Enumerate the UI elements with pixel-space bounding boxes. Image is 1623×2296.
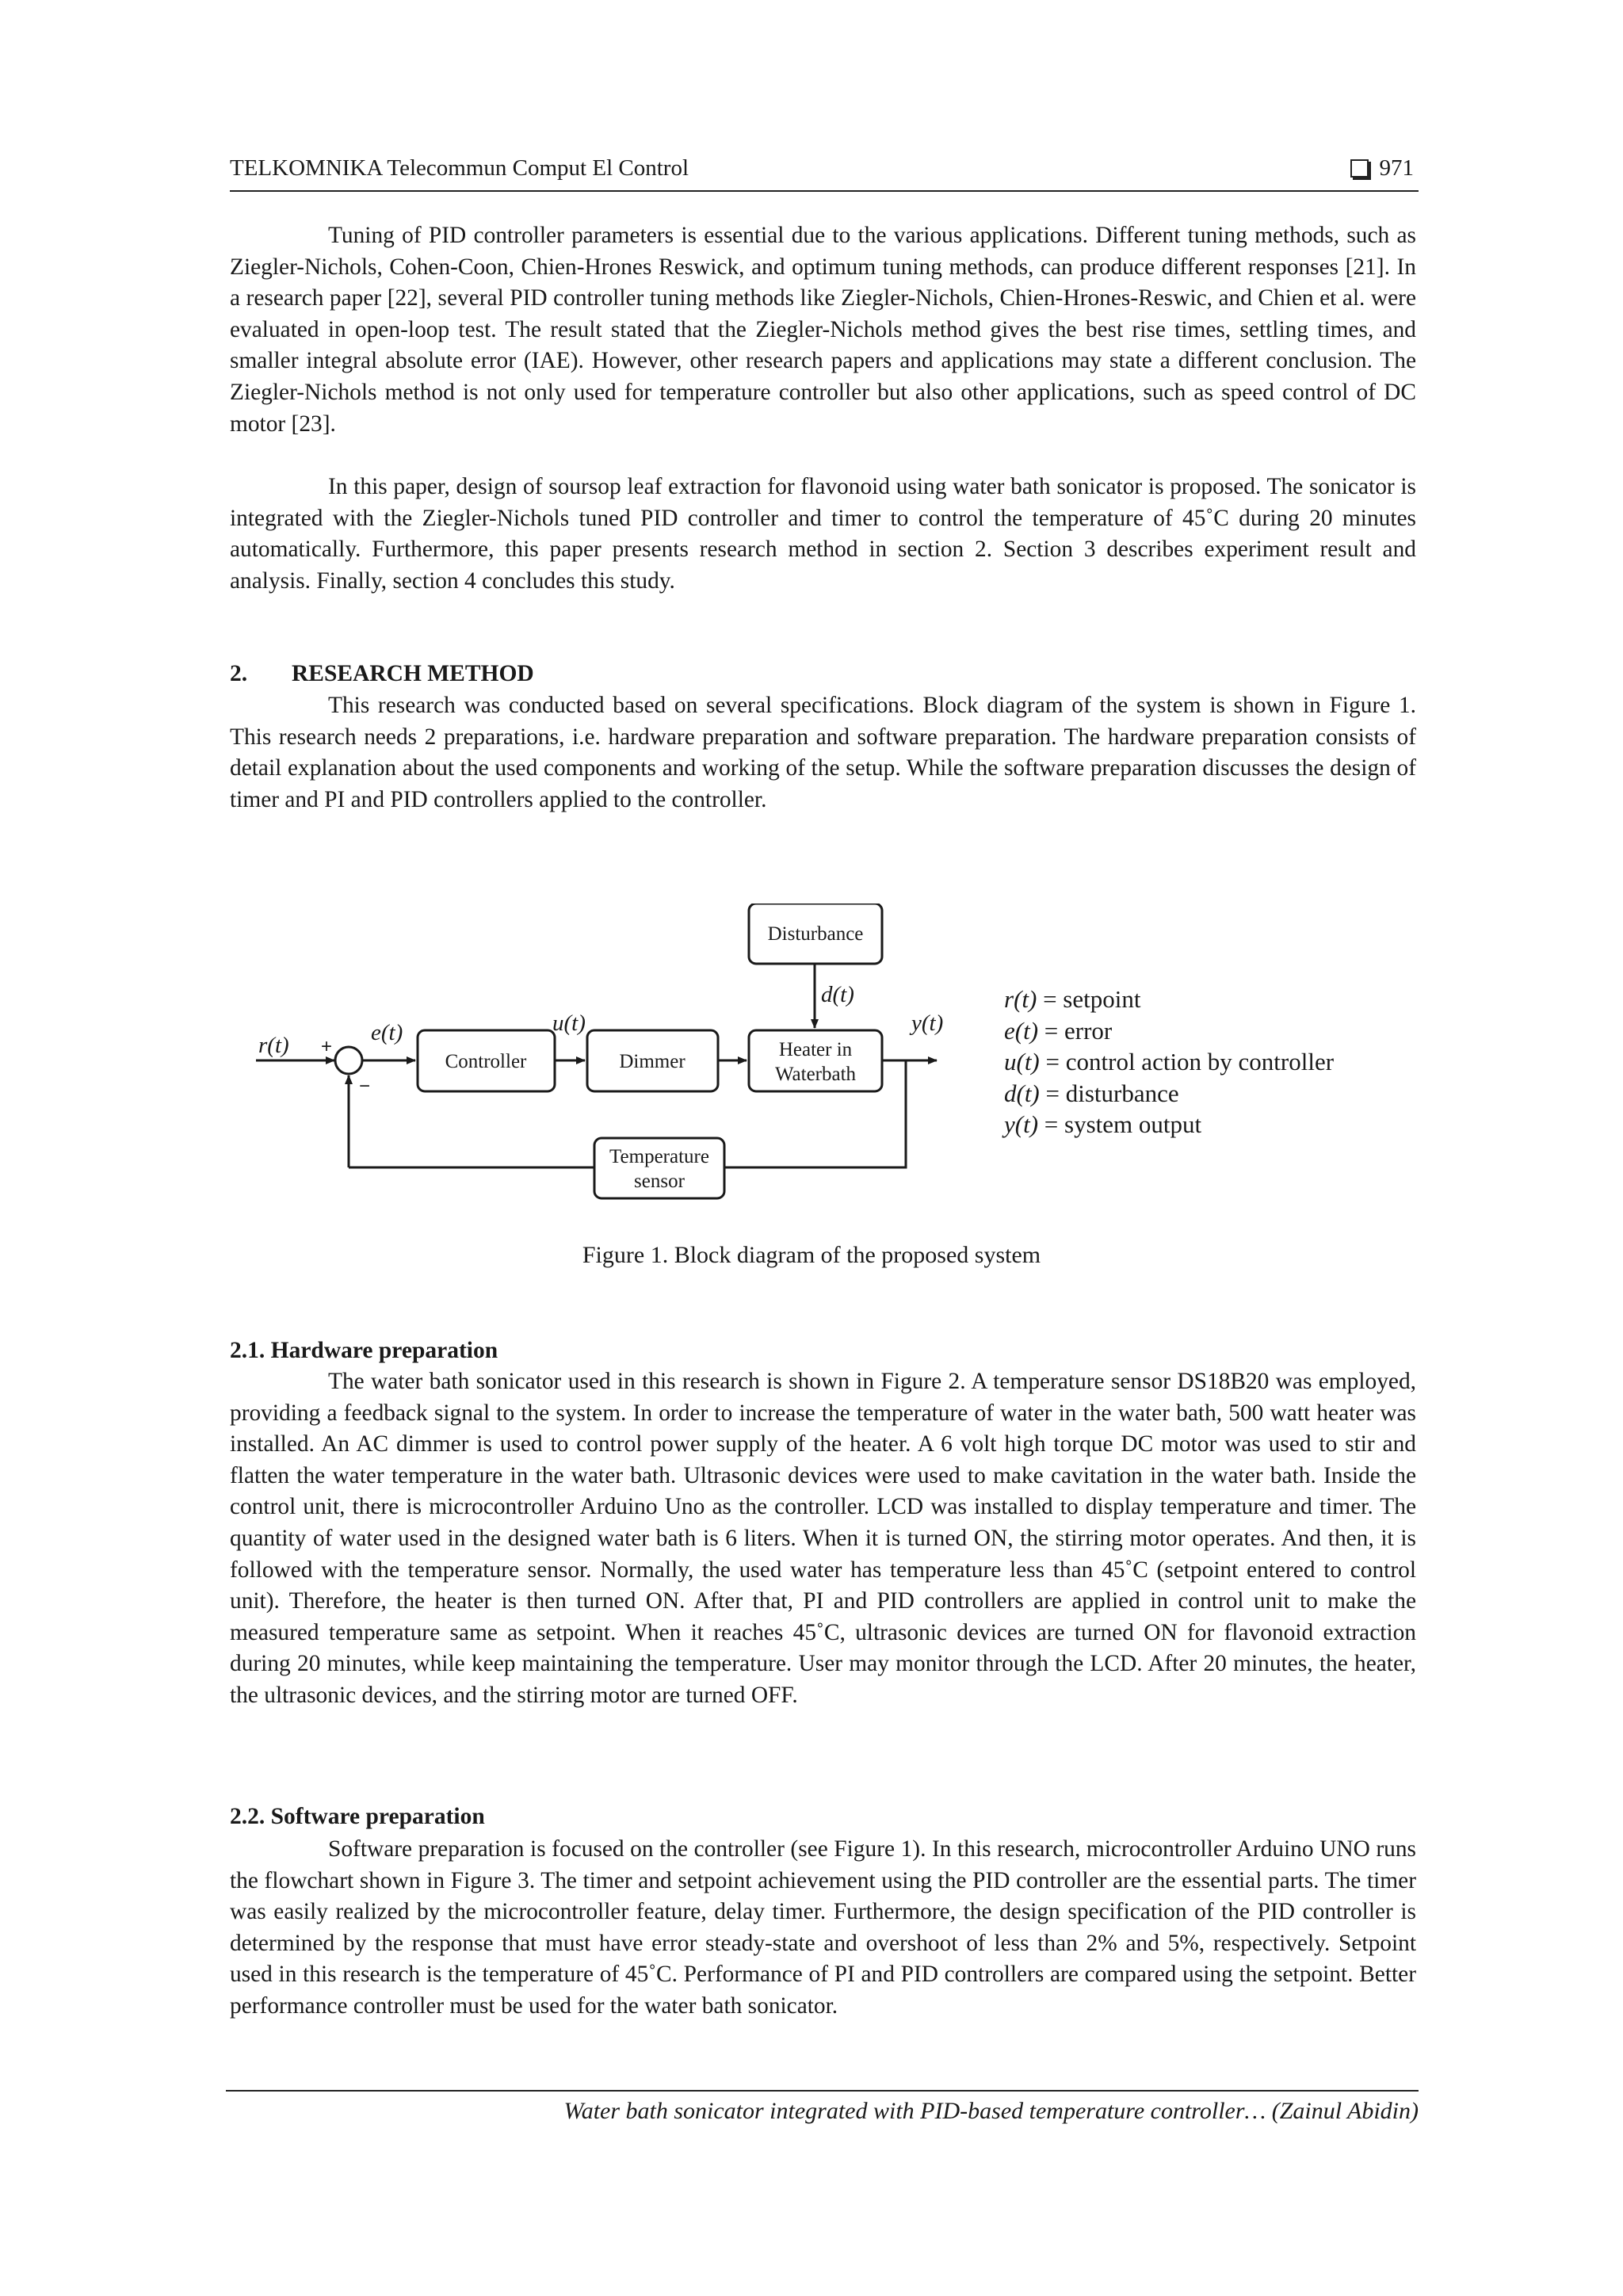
figure-1-caption: Figure 1. Block diagram of the proposed system	[582, 1242, 1041, 1268]
minus-sign: −	[359, 1075, 371, 1097]
summing-junction	[335, 1047, 362, 1074]
heater-label-line1: Heater in	[778, 1039, 853, 1060]
diagram-legend	[1002, 985, 1335, 1138]
intro-paragraph-1: Tuning of PID controller parameters is essential due to the various applications. Different tuning methods, such as Ziegler-Nichols, Cohen-Coon, Chien-Hrones Reswick, and optimum tuning methods, can produce different responses [21]. In a research paper [22], several PID controller tuning methods like Ziegler-Nichols, Chien-Hrones-Reswic, and Chien et al. were evaluated in open-loop test. The result stated that the Ziegler-Nichols method gives the best rise times, settling times, and smaller integral absolute error (IAE). However, other research papers and applications may state a different conclusion. The Ziegler-Nichols method is not only used for temperature controller but also other applications, such as speed control of DC motor [23].	[230, 223, 1416, 437]
block-diagram-svg	[254, 904, 1403, 1221]
page-number: 971	[1379, 155, 1414, 181]
signal-u-label: u(t)	[552, 1010, 586, 1036]
heater-label-line2: Waterbath	[774, 1064, 857, 1085]
section-heading-software: 2.2. Software preparation	[230, 1804, 485, 1829]
research-method-paragraph: This research was conducted based on several specifications. Block diagram of the system is shown in Figure 1. This research needs 2 preparations, i.e. hardware preparation and software preparation. The hardware preparation consists of detail explanation about the used components and working of the setup. While the software preparation discusses the design of timer and PI and PID controllers applied to the controller.	[230, 693, 1416, 812]
legend-item-y: y(t) = system output	[1004, 1110, 1202, 1138]
footer-divider	[226, 2090, 1419, 2092]
intro-paragraph-2: In this paper, design of soursop leaf extraction for flavonoid using water bath sonicator is proposed. The sonicator is integrated with the Ziegler-Nichols tuned PID controller and timer to control the temperature of 45˚C during 20 minutes automatically. Furthermore, this paper presents research method in section 2. Section 3 describes experiment result and analysis. Finally, section 4 concludes this study.	[230, 474, 1416, 594]
controller-label: Controller	[445, 1051, 527, 1072]
figure-1-block-diagram	[254, 904, 1403, 1221]
signal-d-label: d(t)	[821, 982, 854, 1007]
square-bullet-icon	[1350, 159, 1369, 178]
page-number-group	[1350, 155, 1415, 181]
journal-title: TELKOMNIKA Telecommun Comput El Control	[230, 155, 689, 181]
hardware-paragraph: The water bath sonicator used in this research is shown in Figure 2. A temperature sensor DS18B20 was employed, providing a feedback signal to the system. In order to increase the temperature of water in the water bath, 500 watt heater was installed. An AC dimmer is used to control power supply of the heater. A 6 volt high torque DC motor was used to stir and flatten the water temperature in the water bath. Ultrasonic devices were used to make cavitation in the water bath. Inside the control unit, there is microcontroller Arduino Uno as the controller. LCD was installed to display temperature and timer. The quantity of water used in the designed water bath is 6 liters. When it is turned ON, the stirring motor operates. And then, it is followed with the temperature sensor. Normally, the used water has temperature less than 45˚C (setpoint entered to control unit). Therefore, the heater is then turned ON. After that, PI and PID controllers are applied in control unit to make the measured temperature same as setpoint. When it reaches 45˚C, ultrasonic devices are turned ON for flavonoid extraction during 20 minutes, while keep maintaining the temperature. User may monitor through the LCD. After 20 minutes, the heater, the ultrasonic devices, and the stirring motor are turned OFF.	[230, 1369, 1416, 1708]
plus-sign: +	[321, 1036, 333, 1057]
dimmer-label: Dimmer	[619, 1051, 685, 1072]
legend-item-d: d(t) = disturbance	[1004, 1079, 1179, 1107]
running-footer: Water bath sonicator integrated with PID-based temperature controller… (Zainul Abidin)	[563, 2098, 1419, 2124]
section-heading-research-method: 2. RESEARCH METHOD	[230, 661, 534, 686]
signal-r-label: r(t)	[258, 1033, 289, 1058]
software-paragraph: Software preparation is focused on the controller (see Figure 1). In this research, microcontroller Arduino UNO runs the flowchart shown in Figure 3. The timer and setpoint achievement using the PID controller are the essential parts. The timer was easily realized by the microcontroller feature, delay timer. Furthermore, the design specification of the PID controller is determined by the response that must have error steady-state and overshoot of less than 2% and 5%, respectively. Setpoint used in this research is the temperature of 45˚C. Performance of PI and PID controllers are compared using the setpoint. Better performance controller must be used for the water bath sonicator.	[230, 1836, 1416, 2019]
legend-item-r: r(t) = setpoint	[1004, 985, 1141, 1013]
sensor-label-line2: sensor	[634, 1171, 685, 1192]
signal-y-label: y(t)	[911, 1010, 944, 1036]
running-header	[230, 155, 1419, 192]
legend-item-u: u(t) = control action by controller	[1004, 1048, 1335, 1075]
legend-item-e: e(t) = error	[1004, 1017, 1113, 1045]
disturbance-label: Disturbance	[767, 923, 864, 945]
sensor-label-line1: Temperature	[609, 1146, 709, 1167]
signal-e-label: e(t)	[371, 1020, 403, 1045]
section-heading-hardware: 2.1. Hardware preparation	[230, 1338, 498, 1363]
